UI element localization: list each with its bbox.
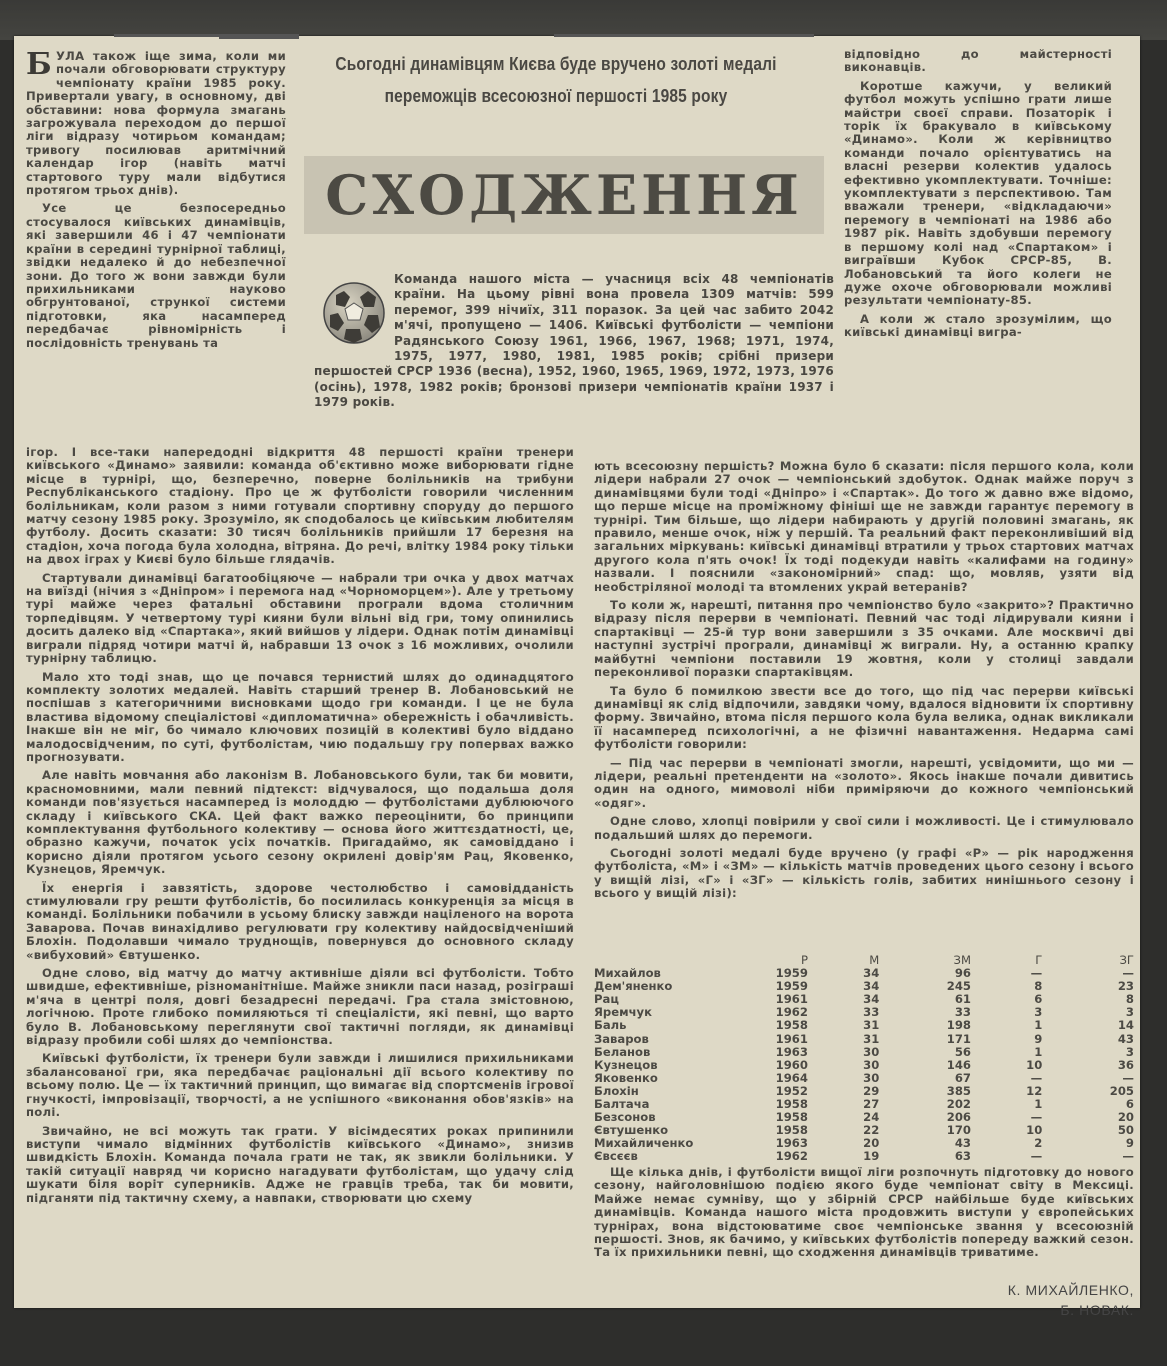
- stat-cell: 1962: [775, 1149, 808, 1164]
- stat-cell: 1964: [775, 1070, 808, 1085]
- paragraph: Київські футболісти, їх тренери були завжди і лишилися прихильниками збалансованої гри, яка передбачає раціональні дії всього колективу по всьому полю. Це — їх тактичний принцип, що вимагає від спортсменів ігрової гнучкості, імпровізації, творчості, а не успішного «виконання обов'язків» на полі.: [26, 1051, 574, 1120]
- table-body: [594, 967, 1134, 1163]
- table-row: [594, 1059, 1134, 1072]
- stat-cell: 202: [946, 1097, 971, 1112]
- closing-block: [594, 1166, 1134, 1265]
- paragraph: Звичайно, не всі можуть так грати. У вісімдесятих роках припинили виступи чимало відмінних футболістів київського «Динамо», знизив швидкість Блохін. Команда почала грати не так, як звикли болільники. У такій ситуації навряд чи корисно нагадувати футболістам, що удачу слід шукати біля воріт суперників. Адже не гравців треба, так би мовити, підганяти під тактичну схему, а навпаки, створювати цю схему: [26, 1123, 574, 1205]
- stat-cell: 1959: [775, 966, 808, 981]
- stat-cell: —: [1122, 1070, 1134, 1085]
- column-left-top: [26, 47, 286, 355]
- soccer-ball-icon: [322, 281, 386, 345]
- paragraph: Одне слово, хлопці повірили у свої сили і можливості. Це і стимулювало подальший шлях до перемоги.: [594, 814, 1134, 842]
- stat-cell: 67: [954, 1070, 971, 1085]
- paragraph: Ще кілька днів, і футболісти вищої ліги розпочнуть підготовку до нового сезону, найголовнішою подією якого буде чемпіонат світу в Мексиці. Майже немає сумніву, що у збірній СРСР найбільше буде київських динамівців. Команда нашого міста продовжить виступи у європейських турнірах, вона відстоюватиме своє чемпіонське звання у всесоюзній першості. Знов, як бачимо, у київських футболістів попереду важкий сезон. Та їх прихильники певні, що сходження динамівців триватиме.: [594, 1165, 1134, 1260]
- table-row: [594, 1072, 1134, 1085]
- stat-cell: —: [1030, 966, 1043, 981]
- stat-cell: 9: [1125, 1136, 1134, 1151]
- player-name: Дем'яненко: [594, 979, 673, 994]
- stat-cell: 171: [946, 1031, 971, 1046]
- stat-cell: 36: [1117, 1057, 1134, 1072]
- paragraph: Стартували динамівці багатообіцяюче — набрали три очка у двох матчах на виїзді (нічия з «Дніпром» і перемога над «Чорноморцем»). Але у третьому турі майже через фатальні обставини програли вдома столичним торпедівцям. У четвертому турі кияни були вільні від гри, тому опинились досить далеко від «Спартака», який вийшов у лідери. Однак потім динамівці виграли підряд чотири матчі й, набравши 13 очок з 16 можливих, очолили турнірну таблицю.: [26, 570, 574, 666]
- stat-cell: 206: [946, 1110, 971, 1125]
- stat-cell: 43: [954, 1136, 971, 1151]
- newspaper-clipping: [14, 36, 1140, 1318]
- column-right-top: [844, 48, 1112, 345]
- stat-cell: 2: [1034, 1136, 1043, 1151]
- stat-cell: 1958: [775, 1018, 808, 1033]
- stat-cell: 146: [946, 1057, 971, 1072]
- stat-cell: —: [1122, 966, 1134, 981]
- intro-block: [314, 272, 834, 411]
- stat-cell: —: [1030, 1070, 1043, 1085]
- stat-cell: 31: [863, 1018, 880, 1033]
- stat-cell: —: [1030, 1110, 1043, 1125]
- player-name: Беланов: [594, 1044, 651, 1059]
- player-name: Безсонов: [594, 1110, 656, 1125]
- dropcap: Б: [26, 47, 52, 82]
- divider: [554, 34, 814, 37]
- column-left-wide: [26, 446, 574, 1210]
- player-name: Рац: [594, 992, 619, 1007]
- author-name: К. МИХАЙЛЕНКО,: [1007, 1282, 1134, 1298]
- table-row: [594, 1033, 1134, 1046]
- title-banner: [304, 156, 824, 234]
- stat-cell: 23: [1117, 979, 1134, 994]
- stat-cell: 1963: [775, 1044, 808, 1059]
- player-name: Баль: [594, 1018, 627, 1033]
- player-name: Яремчук: [594, 1005, 652, 1020]
- stat-cell: 30: [863, 1057, 880, 1072]
- player-name: Михайличенко: [594, 1136, 694, 1151]
- column-right-wide: [594, 460, 1134, 906]
- stat-cell: 1958: [775, 1110, 808, 1125]
- table-row: [594, 1150, 1134, 1163]
- stat-cell: 3: [1034, 1005, 1043, 1020]
- stat-cell: 198: [946, 1018, 971, 1033]
- player-name: Заваров: [594, 1031, 649, 1046]
- stat-cell: 50: [1117, 1123, 1134, 1138]
- player-name: Блохін: [594, 1083, 639, 1098]
- stat-cell: 6: [1034, 992, 1043, 1007]
- stat-cell: 3: [1125, 1005, 1134, 1020]
- player-name: Євсєєв: [594, 1149, 638, 1164]
- paragraph: Та було б помилкою звести все до того, що під час перерви київські динамівці як слід відпочили, завдяки чому, вдалося відновити їх спортивну форму. Звичайно, втома після першого кола була велика, однак викликали її насамперед психологічні, а не фізичні навантаження. Недарма самі футболісти говорили:: [594, 683, 1134, 752]
- player-stats-table: [594, 954, 1134, 1164]
- intro-text: Команда нашого міста — учасниця всіх 48 чемпіонатів країни. На цьому рівні вона провела 1309 матчів: 599 перемог, 399 нічиїх, 311 поразок. За цей час забито 2042 м'ячі, пропущено — 1406. Київські футболісти — чемпіони Радянського Союзу 1961, 1966, 1967, 1968; 1971, 1974, 1975, 1977, 1980, 1981, 1985 років; срібні призери першостей СРСР 1936 (весна), 1952, 1960, 1965, 1969, 1972, 1973, 1976 (осінь), 1978, 1982 років; бронзові призери чемпіонатів країни 1937 і 1979 років.: [314, 272, 834, 410]
- article-subhead: Сьогодні динамівцям Києва буде вручено золоті медалі переможців всесоюзної першості 1985 року: [335, 54, 777, 106]
- stat-cell: 245: [946, 979, 971, 994]
- stat-cell: 96: [954, 966, 971, 981]
- stat-cell: 12: [1026, 1083, 1043, 1098]
- stat-cell: 1961: [775, 1031, 808, 1046]
- stat-cell: 385: [946, 1083, 971, 1098]
- stat-cell: 10: [1026, 1123, 1043, 1138]
- column-header-birth-year: Р: [800, 953, 808, 967]
- paragraph: — Під час перерви в чемпіонаті змогли, нарешті, усвідомити, що ми — лідери, реальні претенденти на «золото». Якось інакше почали дивитись один на одного, мимоволі ніби приміряючи до кожного чемпіонський «одяг».: [594, 755, 1134, 810]
- column-header-goals: Г: [1035, 953, 1043, 967]
- player-name: Яковенко: [594, 1070, 658, 1085]
- player-name: Михайлов: [594, 966, 661, 981]
- paragraph: А коли ж стало зрозумілим, що київські динамівці вигра-: [844, 311, 1112, 340]
- paragraph-text: УЛА також іще зима, коли ми почали обговорювати структуру чемпіонату країни 1985 року. Привертали увагу, в основному, дві обставини: нова формула змагань загрожувала переходом до першої ліги відразу чотирьом командам; тривогу посилював аритмічний календар ігор (навіть матчі стартового туру мали відбутися протягом трьох днів).: [26, 49, 286, 198]
- stat-cell: 61: [954, 992, 971, 1007]
- stat-cell: 1958: [775, 1097, 808, 1112]
- paragraph: [26, 47, 286, 198]
- stat-cell: 56: [954, 1044, 971, 1059]
- stat-cell: 33: [954, 1005, 971, 1020]
- stat-cell: 34: [863, 966, 880, 981]
- stat-cell: 20: [1117, 1110, 1134, 1125]
- stat-cell: 1952: [775, 1083, 808, 1098]
- stat-cell: 33: [863, 1005, 880, 1020]
- stat-cell: —: [1122, 1149, 1134, 1164]
- stat-cell: 1961: [775, 992, 808, 1007]
- stat-cell: 27: [863, 1097, 880, 1112]
- stat-cell: 8: [1034, 979, 1043, 994]
- paragraph: Їх енергія і завзятість, здорове честолюбство і самовідданість стимулювали гру решти футболістів, бо посилилась конкуренція за місця в команді. Болільники побачили в усьому блиску завжди націленого на ворота Заварова. Почав винахідливо регулювати гру колективу найдосвідченіший Блохін. Подолавши чимало труднощів, повернувся до основного складу «вибуховий» Євтушенко.: [26, 880, 574, 962]
- stat-cell: 205: [1109, 1083, 1134, 1098]
- stat-cell: 43: [1117, 1031, 1134, 1046]
- paragraph: ігор. І все-таки напередодні відкриття 48 першості країни тренери київського «Динамо» заявили: команда об'єктивно може виборювати гідне місце в турнірі, що, безперечно, поверне болільників на трибуни Республіканського стадіону. Про це ж футболісти говорили численним болільникам, коли разом з ними готували спортивну споруду до першого матчу сезону 1985 року. Зрозуміло, як сподобалось це київським любителям футболу. Досить сказати: 30 тисяч болільників прийшли 17 березня на стадіон, хоча погода була холодна, вітряна. До речі, влітку 1984 року тільки на двох іграх у Києві було більше глядачів.: [26, 445, 574, 567]
- stat-cell: 10: [1026, 1057, 1043, 1072]
- stat-cell: 30: [863, 1044, 880, 1059]
- paragraph: Мало хто тоді знав, що це почався тернистий шлях до одинадцятого комплекту золотих медалей. Навіть старший тренер В. Лобановський не поспішав з категоричними висновками щодо гри команди. І це не була властива відомому спеціалістові «дипломатична» обережність і обачливість. Інакше він не міг, бо чимало ключових позицій в колективі було віддано малодосвідченим, по суті, футболістам, чию подальшу гру поперваx важко прогнозувати.: [26, 669, 574, 764]
- table-row: [594, 1019, 1134, 1032]
- stat-cell: 30: [863, 1070, 880, 1085]
- paragraph: Але навіть мовчання або лаконізм В. Лобановського були, так би мовити, красномовними, мали певний підтекст: відчувалося, що подальша доля команди пов'язується насамперед із молоддю — футболістами дублюючого складу і київського СКА. Цей факт важко переоцінити, бо принципи комплектування футбольного колективу — основа його життєздатності, це, образно кажучи, початок усіх початків. Пригадаймо, як самовіддано і корисно діяли протягом усього сезону окрилені довір'ям Рац, Яковенко, Кузнецов, Яремчук.: [26, 768, 574, 877]
- stat-cell: 8: [1125, 992, 1134, 1007]
- article-title: СХОДЖЕННЯ: [325, 163, 803, 227]
- column-header-total-goals: ЗГ: [1119, 953, 1134, 967]
- paragraph: Усе це безпосередньо стосувалося київських динамівців, які завершили 46 і 47 чемпіонати країни в середині турнірної таблиці, звідки недалеко й до небезпечної зони. До того ж вони завжди були прихильниками науково обгрунтованої, стрункої системи підготовки, яка насамперед передбачає рівномірність і послідовність тренувань та: [26, 201, 286, 350]
- stat-cell: 1: [1034, 1044, 1043, 1059]
- paragraph: Сьогодні золоті медалі буде вручено (у графі «Р» — рік народження футболіста, «М» і «ЗМ» — кількість матчів проведених цього сезону і всього у вищій лізі, «Г» і «ЗГ» — кількість голів, забитих нинішнього сезону і всього у вищій лізі):: [594, 845, 1134, 901]
- stat-cell: 1963: [775, 1136, 808, 1151]
- stat-cell: 9: [1034, 1031, 1043, 1046]
- stat-cell: 63: [954, 1149, 971, 1164]
- column-header-matches: М: [869, 953, 880, 967]
- stat-cell: 1960: [775, 1057, 808, 1072]
- stat-cell: 19: [863, 1149, 880, 1164]
- player-name: Євтушенко: [594, 1123, 669, 1138]
- stat-cell: 3: [1125, 1044, 1134, 1059]
- paragraph: Коротше кажучи, у великий футбол можуть успішно грати лише майстри своєї справи. Позаторік і торік їх бракувало в київському «Динамо». Коли ж керівництво команди почало орієнтуватись на власні резерви колектив удалось ефективно укомплектувати. Точніше: укомплектувати з перспективою. Там вважали тренери, «відкладаючи» перемогу в чемпіонаті на 1986 або 1987 рік. Навіть здобувши перемогу в першому колі над «Спартаком» і виграївши Кубок СРСР-85, В. Лобановський та його колеги не дуже охоче обговорювали можливі результати чемпіонату-85.: [844, 78, 1112, 308]
- player-name: Балтача: [594, 1097, 650, 1112]
- author-name: Б. НОВАК.: [1060, 1302, 1134, 1318]
- stat-cell: 34: [863, 979, 880, 994]
- stat-cell: 1959: [775, 979, 808, 994]
- stat-cell: 1: [1034, 1018, 1043, 1033]
- stat-cell: 1958: [775, 1123, 808, 1138]
- stat-cell: 170: [946, 1123, 971, 1138]
- paragraph: То коли ж, нарешті, питання про чемпіонство було «закрито»? Практично відразу після перерви в чемпіонаті. Певний час тоді лідирували кияни і спартаківці — 25-й тур вони завершили з 35 очками. Але москвичі дві наступні зустрічі програли, динамівці ж виграли. Ну, а останню крапку майбутні чемпіони поставили 19 жовтня, коли у столиці завдали переконливої поразки спартаківцям.: [594, 598, 1134, 680]
- column-header-total-matches: ЗМ: [953, 953, 971, 967]
- player-name: Кузнецов: [594, 1057, 658, 1072]
- stat-cell: 1: [1034, 1097, 1043, 1112]
- paragraph: Одне слово, від матчу до матчу активніше діяли всі футболісти. Тобто швидше, ефективніше, різноманітніше. Майже зникли паси назад, розіграші м'яча в центрі поля, довгі безадресні передачі. Гра стала змістовною, логічною. Проте глибоко помиляються ті спеціалісти, які певні, що варто було В. Лобановському переглянути свої тактичні погляди, як динамівці відразу пробили собі шлях до чемпіонства.: [26, 966, 574, 1048]
- paragraph: відповідно до майстерності виконавців.: [844, 47, 1112, 75]
- stat-cell: 31: [863, 1031, 880, 1046]
- stat-cell: 34: [863, 992, 880, 1007]
- stat-cell: 1962: [775, 1005, 808, 1020]
- stat-cell: —: [1030, 1149, 1043, 1164]
- stat-cell: 24: [863, 1110, 880, 1125]
- section-label: [219, 34, 299, 39]
- stat-cell: 29: [863, 1083, 880, 1098]
- stat-cell: 6: [1125, 1097, 1134, 1112]
- stat-cell: 22: [863, 1123, 880, 1138]
- paragraph: ють всесоюзну першість? Можна було б сказати: після першого кола, коли лідери набрали 27 очок — чемпіонський здобуток. Однак майже поруч з динамівцями були тоді «Дніпро» і «Спартак». До того ж давно вже відомо, що перше місце на проміжному фініші ще не завжди гарантує перемогу в турнірі. Тим більше, що лідери набирають у другій половині змагань, як правило, менше очок, ніж у першій. Та реальний факт переконливіший від загальних міркувань: київські динамівці втратили у трьох стартових матчах другого кола п'ять очок! Їх тоді подекуди навіть «калифами на годину» назвали. І пояснили «закономірний» спад: що, мовляв, узяти від необстріляної молоді та втомлених украй ветеранів?: [594, 459, 1134, 594]
- table-row: [594, 1046, 1134, 1059]
- stat-cell: 14: [1117, 1018, 1134, 1033]
- stat-cell: 20: [863, 1136, 880, 1151]
